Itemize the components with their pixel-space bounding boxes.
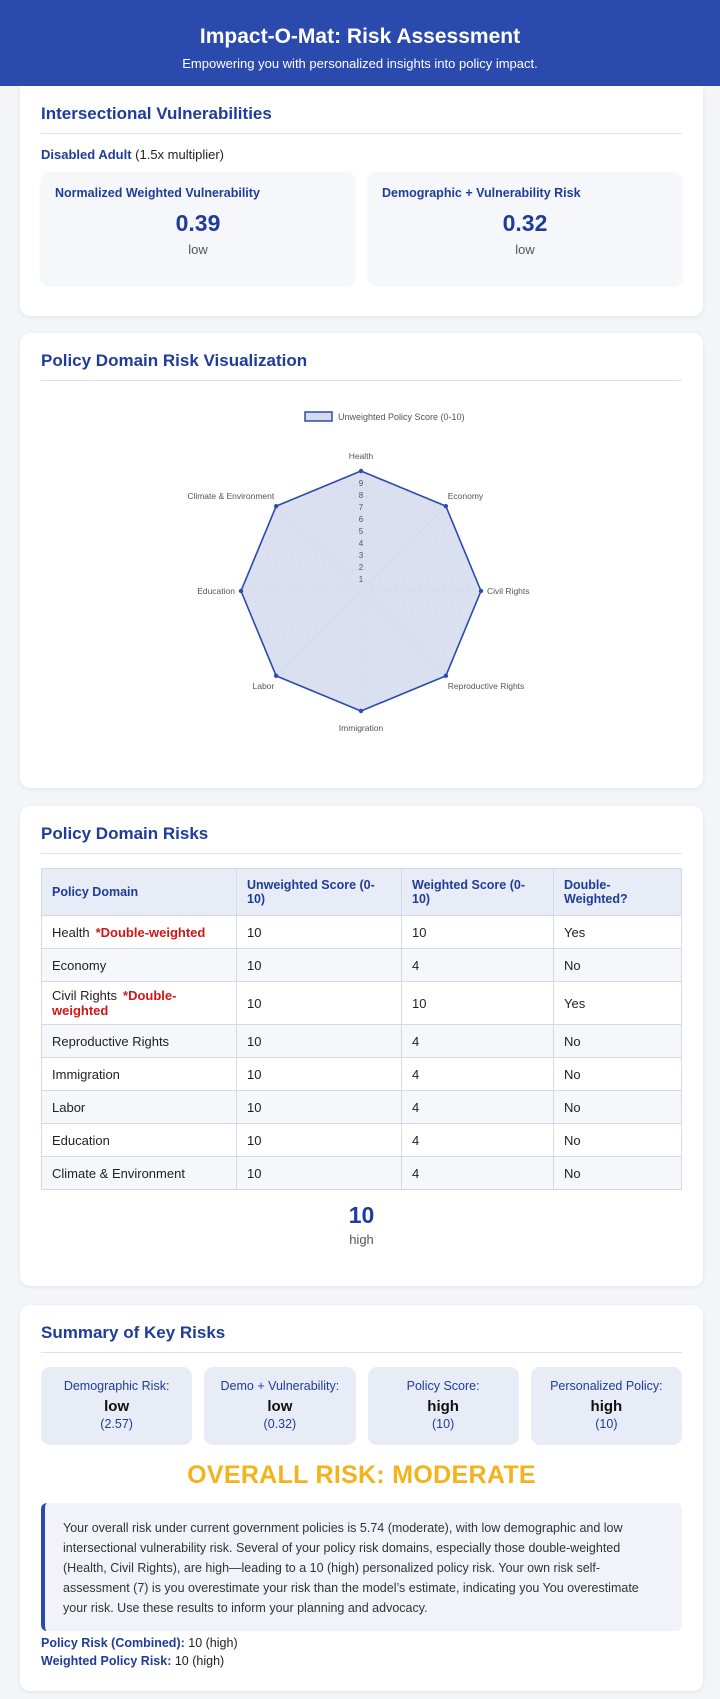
cell-double: No xyxy=(554,1157,682,1190)
page-subtitle: Empowering you with personalized insights into policy impact. xyxy=(182,56,538,71)
table-header-row xyxy=(42,869,682,916)
cell-domain xyxy=(42,1025,237,1058)
radar-point xyxy=(359,469,363,473)
summary-demo-vulnerability xyxy=(204,1367,355,1445)
profile-multiplier: (1.5x multiplier) xyxy=(135,147,225,162)
summary-level: high xyxy=(427,1398,459,1415)
cell-unweighted: 10 xyxy=(237,949,402,982)
summary-label: Demo + Vulnerability: xyxy=(220,1379,340,1393)
risk-explanation: Your overall risk under current government policies is 5.74 (moderate), with low demographic and low intersectional vulnerability risk. Several of your policy risk domains, especially those double-weighted (Health, Civil Rights), are high—leading to a 10 (high) personalized policy risk. Your own risk self-assessment (7) is you overestimate your risk than the model’s estimate, indicating you You overestimate your risk. Use these results to inform your planning and advocacy. xyxy=(41,1503,682,1631)
cell-unweighted: 10 xyxy=(237,982,402,1025)
summary-row xyxy=(41,1367,682,1445)
table-row xyxy=(42,1025,682,1058)
radar-tick-label: 6 xyxy=(358,515,364,524)
column-header: Double-Weighted? xyxy=(554,869,682,916)
radar-point xyxy=(359,709,363,713)
cell-double: No xyxy=(554,949,682,982)
summary-value: (2.57) xyxy=(100,1417,133,1431)
domain-name: Economy xyxy=(52,957,107,973)
metric-value: 0.32 xyxy=(502,210,548,236)
summary-label: Personalized Policy: xyxy=(550,1379,663,1393)
metric-label: Normalized Weighted Vulnerability xyxy=(55,186,260,200)
cell-domain xyxy=(42,1157,237,1190)
table-row xyxy=(42,916,682,949)
radar-tick-label: 8 xyxy=(358,491,364,500)
radar-category-label: Climate & Environment xyxy=(187,491,275,502)
radar-chart xyxy=(41,381,682,761)
summary-value: (10) xyxy=(595,1417,618,1431)
radar-tick-label: 2 xyxy=(358,563,364,572)
domain-name: Education xyxy=(52,1132,110,1148)
cell-domain xyxy=(42,916,237,949)
legend-swatch xyxy=(305,412,332,421)
combined-risk-label: Policy Risk (Combined): xyxy=(41,1636,185,1650)
cell-domain xyxy=(42,1058,237,1091)
metric-row xyxy=(41,172,682,285)
vulnerabilities-title: Intersectional Vulnerabilities xyxy=(41,86,682,134)
radar-title: Policy Domain Risk Visualization xyxy=(41,333,682,381)
cell-unweighted: 10 xyxy=(237,1091,402,1124)
domain-name: Health xyxy=(52,924,90,940)
combined-risk-value: 10 (high) xyxy=(188,1636,238,1650)
radar-point xyxy=(444,674,448,678)
page-header xyxy=(0,0,720,86)
cell-domain xyxy=(42,982,237,1025)
metric-value: 0.39 xyxy=(175,210,221,236)
domain-name: Labor xyxy=(52,1099,86,1115)
legend-label: Unweighted Policy Score (0-10) xyxy=(338,412,465,422)
double-weighted-tag: *Double-weighted xyxy=(95,924,206,940)
metric-label: Demographic + Vulnerability Risk xyxy=(382,186,581,200)
radar-point xyxy=(274,504,278,508)
summary-demographic-risk xyxy=(41,1367,192,1445)
radar-tick-label: 3 xyxy=(358,551,364,560)
cell-domain xyxy=(42,949,237,982)
double-weighted-tag: *Double-weighted xyxy=(52,988,177,1018)
cell-weighted: 4 xyxy=(402,949,554,982)
table-row xyxy=(42,982,682,1025)
column-header: Unweighted Score (0-10) xyxy=(237,869,402,916)
metric-demographic-vulnerability xyxy=(368,172,682,285)
cell-weighted: 10 xyxy=(402,916,554,949)
radar-category-label: Health xyxy=(348,451,374,461)
policy-total-level: high xyxy=(349,1232,374,1247)
radar-point xyxy=(444,504,448,508)
radar-tick-label: 4 xyxy=(358,539,364,548)
metric-level: low xyxy=(188,242,208,257)
domain-name: Immigration xyxy=(52,1066,120,1082)
profile-name: Disabled Adult xyxy=(41,147,132,162)
summary-card xyxy=(20,1305,703,1691)
cell-double: No xyxy=(554,1025,682,1058)
radar-category-label: Reproductive Rights xyxy=(447,680,525,691)
cell-unweighted: 10 xyxy=(237,1157,402,1190)
table-row xyxy=(42,1091,682,1124)
cell-double: No xyxy=(554,1058,682,1091)
cell-unweighted: 10 xyxy=(237,1124,402,1157)
radar-point xyxy=(274,674,278,678)
summary-title: Summary of Key Risks xyxy=(41,1305,682,1353)
radar-category-label: Immigration xyxy=(338,723,384,733)
cell-double: No xyxy=(554,1124,682,1157)
radar-category-label: Labor xyxy=(252,680,275,691)
cell-domain xyxy=(42,1124,237,1157)
summary-label: Demographic Risk: xyxy=(63,1379,170,1393)
weighted-risk-value: 10 (high) xyxy=(174,1654,225,1668)
radar-card xyxy=(20,333,703,788)
metric-normalized-vulnerability xyxy=(41,172,355,285)
overall-risk: OVERALL RISK: MODERATE xyxy=(187,1461,536,1489)
policy-table-title: Policy Domain Risks xyxy=(41,806,682,854)
cell-unweighted: 10 xyxy=(237,916,402,949)
radar-category-label: Economy xyxy=(447,491,484,502)
weighted-risk-label: Weighted Policy Risk: xyxy=(41,1654,172,1668)
summary-policy-score xyxy=(368,1367,519,1445)
table-row xyxy=(42,1124,682,1157)
domain-name: Civil Rights xyxy=(52,988,118,1003)
radar-category-label: Education xyxy=(197,586,235,596)
cell-weighted: 10 xyxy=(402,982,554,1025)
domain-name: Reproductive Rights xyxy=(52,1033,170,1049)
radar-point xyxy=(479,589,483,593)
radar-tick-label: 9 xyxy=(358,479,364,488)
cell-unweighted: 10 xyxy=(237,1058,402,1091)
summary-level: low xyxy=(267,1398,293,1415)
cell-weighted: 4 xyxy=(402,1058,554,1091)
column-header: Policy Domain xyxy=(42,869,237,916)
policy-table xyxy=(41,868,682,1190)
cell-domain xyxy=(42,1091,237,1124)
cell-double: No xyxy=(554,1091,682,1124)
profile-line xyxy=(41,147,682,162)
combined-risk-line xyxy=(41,1634,682,1652)
column-header: Weighted Score (0-10) xyxy=(402,869,554,916)
cell-weighted: 4 xyxy=(402,1025,554,1058)
cell-double: Yes xyxy=(554,982,682,1025)
radar-point xyxy=(239,589,243,593)
summary-level: high xyxy=(590,1398,623,1415)
page-title: Impact-O-Mat: Risk Assessment xyxy=(199,25,521,48)
radar-category-label: Civil Rights xyxy=(487,586,530,596)
weighted-risk-line xyxy=(41,1652,682,1670)
cell-unweighted: 10 xyxy=(237,1025,402,1058)
cell-weighted: 4 xyxy=(402,1091,554,1124)
summary-personalized-policy xyxy=(531,1367,682,1445)
radar-tick-label: 7 xyxy=(358,503,364,512)
table-row xyxy=(42,949,682,982)
cell-double: Yes xyxy=(554,916,682,949)
cell-weighted: 4 xyxy=(402,1124,554,1157)
summary-label: Policy Score: xyxy=(406,1379,480,1393)
summary-value: (0.32) xyxy=(263,1417,297,1431)
radar-tick-label: 5 xyxy=(358,527,364,536)
cell-weighted: 4 xyxy=(402,1157,554,1190)
policy-table-card xyxy=(20,806,703,1286)
summary-value: (10) xyxy=(432,1417,455,1431)
radar-tick-label: 1 xyxy=(358,575,364,584)
vulnerabilities-card xyxy=(20,86,703,316)
domain-name: Climate & Environment xyxy=(52,1165,185,1181)
summary-level: low xyxy=(104,1398,130,1415)
table-row xyxy=(42,1058,682,1091)
metric-level: low xyxy=(515,242,535,257)
policy-total-value: 10 xyxy=(348,1202,375,1228)
table-row xyxy=(42,1157,682,1190)
